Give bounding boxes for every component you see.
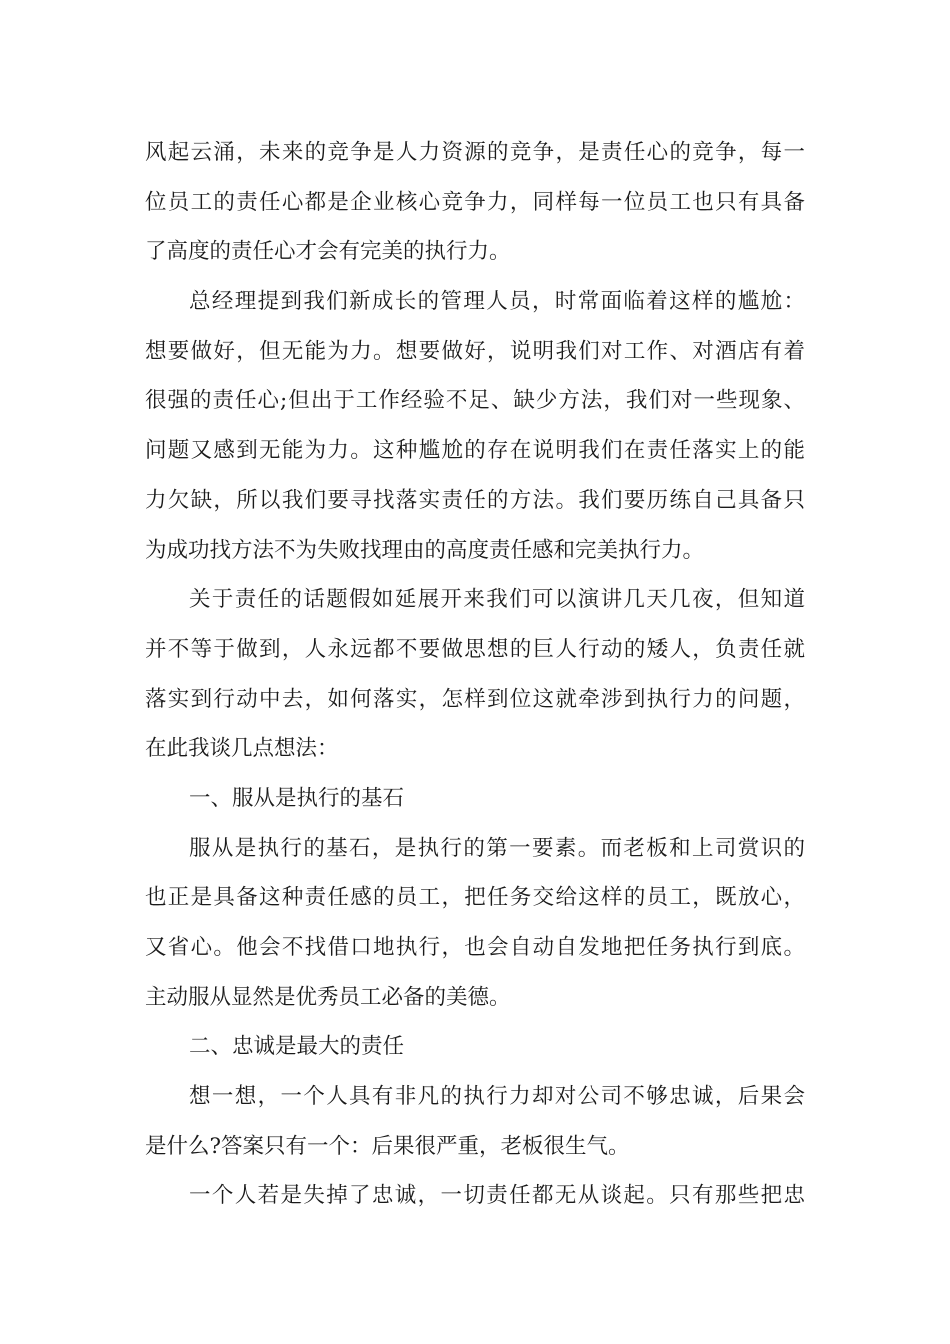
text-line: 想要做好，但无能为力。想要做好，说明我们对工作、对酒店有着 <box>145 338 805 364</box>
text-line: 服从是执行的基石，是执行的第一要素。而老板和上司赏识的 <box>189 835 805 861</box>
text-line: 又省心。他会不找借口地执行，也会自动自发地把任务执行到底。 <box>145 935 805 960</box>
text-line: 主动服从显然是优秀员工必备的美德。 <box>145 984 511 1010</box>
section-heading: 一、服从是执行的基石 <box>189 785 405 811</box>
text-line: 力欠缺，所以我们要寻找落实责任的方法。我们要历练自己具备只 <box>145 487 805 513</box>
text-line: 想一想，一个人具有非凡的执行力却对公司不够忠诚，后果会 <box>189 1084 805 1110</box>
text-line: 位员工的责任心都是企业核心竞争力，同样每一位员工也只有具备 <box>145 189 805 215</box>
text-line: 是什么?答案只有一个：后果很严重，老板很生气。 <box>145 1133 630 1159</box>
text-line: 一个人若是失掉了忠诚，一切责任都无从谈起。只有那些把忠 <box>189 1183 805 1209</box>
text-line: 为成功找方法不为失败找理由的高度责任感和完美执行力。 <box>145 537 705 563</box>
text-line: 在此我谈几点想法： <box>145 736 339 762</box>
text-line: 也正是具备这种责任感的员工，把任务交给这样的员工，既放心， <box>145 885 805 911</box>
text-line: 落实到行动中去，如何落实，怎样到位这就牵涉到执行力的问题， <box>145 686 805 712</box>
text-line: 并不等于做到，人永远都不要做思想的巨人行动的矮人，负责任就 <box>145 636 805 662</box>
section-heading: 二、忠诚是最大的责任 <box>189 1034 405 1060</box>
text-line: 风起云涌，未来的竞争是人力资源的竞争，是责任心的竞争，每一 <box>145 140 805 165</box>
document-page <box>145 128 805 1221</box>
text-line: 很强的责任心;但出于工作经验不足、缺少方法，我们对一些现象、 <box>145 388 805 414</box>
text-line: 关于责任的话题假如延展开来我们可以演讲几天几夜，但知道 <box>189 587 805 613</box>
text-line: 总经理提到我们新成长的管理人员，时常面临着这样的尴尬： <box>189 289 805 315</box>
text-line: 了高度的责任心才会有完美的执行力。 <box>145 239 511 265</box>
text-line: 问题又感到无能为力。这种尴尬的存在说明我们在责任落实上的能 <box>145 438 805 464</box>
